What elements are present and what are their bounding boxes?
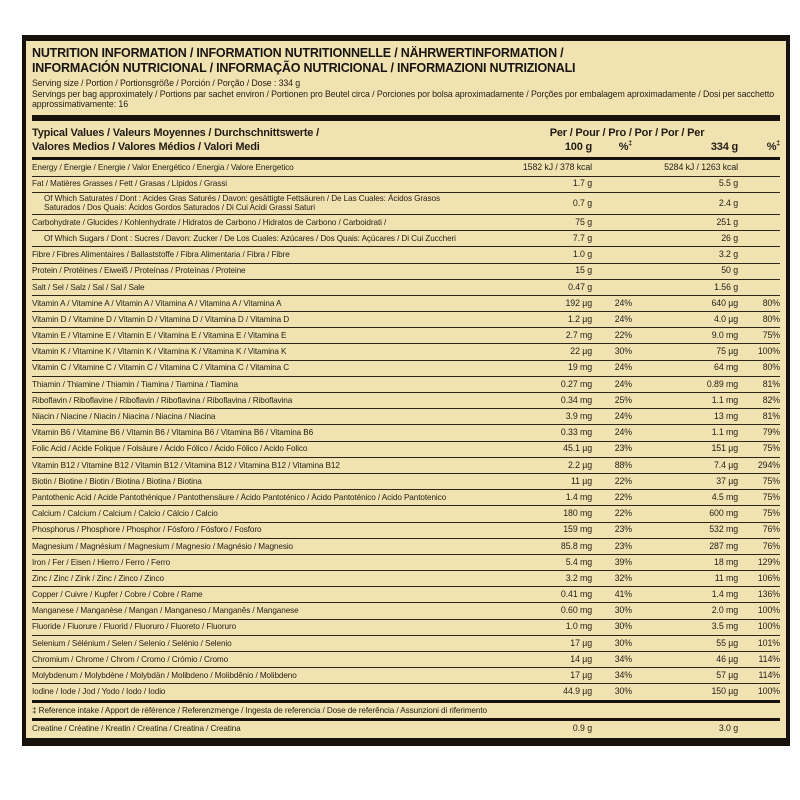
value-per-334g: 600 mg — [709, 508, 738, 519]
percent-per-100g: 88% — [614, 459, 632, 470]
value-per-100g: 22 µg — [570, 346, 592, 357]
label-title-line2: INFORMACIÓN NUTRICIONAL / INFORMAÇÃO NUTRICIONAL / INFORMAZIONI NUTRIZIONALI — [32, 61, 576, 75]
value-per-100g: 2.2 µg — [567, 459, 592, 470]
column-units-line — [474, 140, 780, 154]
percent-per-100g: 34% — [614, 670, 632, 680]
percent-per-334g: 79% — [762, 427, 780, 438]
servings-per-bag-line: Servings per bag approximately / Portions par sachet environ / Portionen pro Beutel circa / Porciones por bolsa aproximadamente / Porções por embalagem aproximadamente / Dosi per sacchetto approssimativamente: 16 — [32, 88, 775, 109]
value-per-100g: 17 µg — [570, 637, 592, 648]
row-label: Iron / Fer / Eisen / Hierro / Ferro / Ferro — [32, 557, 171, 567]
table-row — [32, 603, 780, 619]
percent-per-334g: 80% — [762, 313, 780, 324]
row-label: Calcium / Calcium / Calcium / Calcio / Cálcio / Calcio — [32, 509, 218, 519]
value-per-334g: 640 µg — [711, 297, 738, 308]
table-row — [32, 425, 780, 441]
value-per-334g: 13 mg — [714, 411, 738, 421]
value-per-100g: 17 µg — [570, 670, 592, 680]
value-per-100g: 1.0 mg — [565, 621, 592, 632]
row-label: Thiamin / Thiamine / Thiamin / Tiamina / Tiamina / Tiamina — [32, 379, 238, 389]
table-header — [32, 121, 780, 160]
percent-per-100g: 24% — [614, 427, 632, 438]
table-row — [32, 409, 780, 425]
table-row — [32, 523, 780, 539]
table-row — [32, 474, 780, 490]
row-label: Vitamin K / Vitamine K / Vitamin K / Vitamina K / Vitamina K / Vitamina K — [32, 347, 287, 357]
row-label: Chromium / Chrome / Chrom / Cromo / Crómio / Cromo — [32, 654, 229, 664]
nutrition-label-card — [22, 35, 790, 746]
percent-per-334g: 81% — [762, 378, 780, 389]
value-per-334g: 55 µg — [716, 637, 738, 648]
row-label: Fibre / Fibres Alimentaires / Ballaststoffe / Fibra Alimentaria / Fibra / Fibre — [32, 250, 290, 260]
col-header-percent-100g: %‡ — [618, 140, 632, 154]
percent-per-100g: 24% — [614, 362, 632, 373]
table-row — [32, 555, 780, 571]
typical-values-header — [32, 126, 474, 154]
percent-per-334g: 76% — [762, 540, 780, 551]
value-per-334g: 18 mg — [714, 556, 738, 567]
row-label: Riboflavin / Riboflavine / Riboflavin / Riboflavina / Riboflavina / Riboflavina — [32, 395, 293, 405]
table-row — [32, 377, 780, 393]
table-row — [32, 312, 780, 328]
table-row — [32, 668, 780, 684]
table-row — [32, 160, 780, 176]
row-label: Phosphorus / Phosphore / Phosphor / Fósforo / Fósforo / Fosforo — [32, 525, 262, 535]
percent-per-334g: 101% — [757, 637, 780, 648]
table-row — [32, 215, 780, 231]
value-per-334g: 26 g — [721, 232, 738, 243]
value-per-100g: 85.8 mg — [560, 540, 592, 551]
table-row — [32, 344, 780, 360]
table-row — [32, 571, 780, 587]
value-per-100g: 14 µg — [570, 653, 592, 664]
value-per-100g: 0.7 g — [572, 197, 592, 208]
percent-per-334g: 80% — [762, 297, 780, 308]
value-per-100g: 2.7 mg — [565, 330, 592, 341]
typical-values-line1: Typical Values / Valeurs Moyennes / Durchschnittswerte / — [32, 127, 319, 140]
per-columns-header — [474, 126, 780, 154]
row-label: Salt / Sel / Salz / Sal / Sal / Sale — [32, 282, 145, 292]
value-per-334g: 75 µg — [716, 346, 738, 357]
value-per-100g: 1.4 mg — [565, 491, 592, 502]
footnote-text: ‡ Reference intake / Apport de référence / Referenzmenge / Ingesta de referencia / Dose de referência / Assunzioni di riferimento — [32, 705, 487, 715]
row-label: Folic Acid / Acide Folique / Folsäure / Ácido Fólico / Ácido Fólico / Acido Folico — [32, 444, 308, 454]
table-row — [32, 490, 780, 506]
typical-values-line2: Valores Medios / Valores Médios / Valori Medi — [32, 141, 260, 154]
percent-per-100g: 39% — [614, 556, 632, 567]
percent-per-334g: 114% — [758, 670, 780, 680]
row-label: Vitamin B6 / Vitamine B6 / Vitamin B6 / Vitamina B6 / Vitamina B6 / Vitamina B6 — [32, 428, 314, 438]
table-row — [32, 393, 780, 409]
table-row — [32, 328, 780, 344]
value-per-100g: 1.0 g — [572, 249, 592, 260]
table-row — [32, 506, 780, 522]
row-label: Biotin / Biotine / Biotin / Biotina / Biotina / Biotina — [32, 476, 202, 486]
table-row — [32, 296, 780, 312]
row-label: Magnesium / Magnésium / Magnesium / Magnesio / Magnésio / Magnesio — [32, 541, 293, 551]
percent-per-334g: 114% — [758, 653, 780, 664]
percent-per-334g: 294% — [757, 459, 780, 470]
percent-per-334g: 82% — [762, 394, 780, 405]
col-header-334g: 334 g — [710, 141, 738, 154]
row-label: Selenium / Sélénium / Selen / Selenio / Selénio / Selenio — [32, 638, 232, 648]
row-label: Iodine / Iode / Jod / Yodo / Iodo / Iodio — [32, 687, 166, 697]
percent-per-334g: 100% — [757, 605, 780, 616]
table-row — [32, 636, 780, 652]
table-row — [32, 264, 780, 280]
value-per-100g: 180 mg — [563, 508, 592, 519]
value-per-334g: 3.0 g — [718, 722, 738, 733]
value-per-100g: 0.33 mg — [560, 427, 592, 438]
per-languages-line: Per / Pour / Pro / Por / Por / Per — [549, 127, 705, 140]
table-row — [32, 539, 780, 555]
value-per-100g: 1582 kJ / 378 kcal — [522, 162, 592, 173]
row-label: Vitamin B12 / Vitamine B12 / Vitamin B12 / Vitamina B12 / Vitamina B12 / Vitamina B12 — [32, 460, 340, 470]
percent-per-334g: 100% — [757, 621, 780, 632]
table-row — [32, 177, 780, 193]
value-per-100g: 0.47 g — [568, 281, 592, 292]
percent-per-100g: 24% — [614, 297, 632, 308]
row-label: Protein / Protéines / Eiweiß / Proteínas / Proteínas / Proteine — [32, 266, 246, 276]
value-per-334g: 1.4 mg — [711, 589, 738, 600]
value-per-334g: 1.1 mg — [711, 394, 738, 405]
percent-per-100g: 24% — [614, 378, 632, 389]
value-per-334g: 2.4 g — [718, 197, 738, 208]
row-label: Fat / Matières Grasses / Fett / Grasas / Lípidos / Grassi — [32, 179, 227, 189]
percent-per-334g: 75% — [762, 330, 780, 341]
value-per-100g: 7.7 g — [572, 232, 592, 243]
row-label: Molybdenum / Molybdène / Molybdän / Molibdeno / Molibdênio / Molibdeno — [32, 671, 297, 680]
reference-intake-footnote — [32, 703, 780, 722]
value-per-334g: 37 µg — [716, 475, 738, 486]
col-header-100g: 100 g — [564, 141, 592, 154]
value-per-100g: 1.2 µg — [567, 313, 592, 324]
value-per-100g: 15 g — [575, 265, 592, 276]
percent-per-100g: 30% — [614, 621, 632, 632]
value-per-334g: 2.0 mg — [711, 605, 738, 616]
percent-per-334g: 81% — [762, 411, 780, 421]
percent-per-334g: 100% — [757, 346, 780, 357]
value-per-100g: 0.27 mg — [560, 378, 592, 389]
value-per-100g: 75 g — [575, 216, 592, 227]
percent-per-100g: 22% — [614, 491, 632, 502]
percent-per-100g: 22% — [614, 475, 632, 486]
value-per-334g: 46 µg — [716, 653, 738, 664]
value-per-334g: 9.0 mg — [711, 330, 738, 341]
percent-per-100g: 41% — [614, 589, 632, 600]
percent-per-100g: 32% — [614, 572, 632, 583]
value-per-100g: 11 µg — [570, 475, 592, 486]
percent-per-100g: 23% — [614, 524, 632, 535]
row-label: Copper / Cuivre / Kupfer / Cobre / Cobre / Rame — [32, 590, 203, 600]
table-row — [32, 620, 780, 636]
percent-per-100g: 24% — [614, 313, 632, 324]
table-row — [32, 587, 780, 603]
value-per-100g: 0.34 mg — [560, 394, 592, 405]
row-label: Pantothenic Acid / Acide Pantothénique / Pantothensäure / Ácido Pantoténico / Ácido Pantoténico / Acido Pantotenico — [32, 492, 447, 502]
percent-per-334g: 100% — [757, 686, 780, 697]
percent-per-100g: 30% — [614, 686, 632, 697]
table-row — [32, 247, 780, 263]
row-label: Niacin / Niacine / Niacin / Niacina / Niacina / Niacina — [32, 412, 216, 421]
row-label: Vitamin E / Vitamine E / Vitamin E / Vitamina E / Vitamina E / Vitamina E — [32, 331, 287, 341]
value-per-100g: 159 mg — [563, 524, 592, 535]
table-row — [32, 193, 780, 215]
value-per-334g: 5284 kJ / 1263 kcal — [664, 162, 738, 173]
serving-size-line: Serving size / Portion / Portionsgröße / Porción / Porção / Dose : 334 g — [32, 78, 301, 88]
row-label: Carbohydrate / Glucides / Kohlenhydrate / Hidratos de Carbono / Hidratos de Carbono / Carboidrati / — [32, 217, 387, 227]
value-per-100g: 0.60 mg — [560, 605, 592, 616]
table-rows — [32, 160, 780, 702]
value-per-100g: 44.9 µg — [563, 686, 592, 697]
percent-per-334g: 76% — [762, 524, 780, 535]
value-per-100g: 19 mg — [568, 362, 592, 373]
value-per-334g: 287 mg — [709, 540, 738, 551]
percent-per-100g: 22% — [614, 330, 632, 341]
percent-per-100g: 30% — [614, 637, 632, 648]
percent-per-334g: 75% — [762, 475, 780, 486]
value-per-100g: 0.41 mg — [560, 589, 592, 600]
percent-per-100g: 25% — [614, 394, 632, 405]
row-label: Of Which Saturates / Dont : Acides Gras Saturés / Davon: gesättigte Fettsäuren / De Las Cuales: Ácidos Grasos Saturados / Dos Quais: Ácidos Gordos Saturados / Di Cui Acidi Grassi Saturi — [44, 193, 440, 213]
value-per-334g: 151 µg — [711, 443, 738, 454]
value-per-334g: 64 mg — [714, 362, 738, 373]
percent-per-100g: 30% — [614, 605, 632, 616]
row-label: Energy / Énergie / Energie / Valor Energético / Energia / Valore Energetico — [32, 163, 294, 173]
value-per-100g: 3.9 mg — [565, 411, 592, 421]
table-row — [32, 458, 780, 474]
percent-per-334g: 136% — [757, 589, 780, 600]
table-row — [32, 442, 780, 458]
value-per-334g: 4.5 mg — [711, 491, 738, 502]
value-per-334g: 0.89 mg — [706, 378, 738, 389]
percent-per-334g: 106% — [757, 572, 780, 583]
label-title-line1: NUTRITION INFORMATION / INFORMATION NUTRITIONNELLE / NÄHRWERTINFORMATION / — [32, 46, 564, 60]
value-per-100g: 0.9 g — [572, 722, 592, 733]
table-row — [32, 231, 780, 247]
value-per-334g: 50 g — [721, 265, 738, 276]
percent-per-334g: 75% — [762, 443, 780, 454]
percent-per-100g: 23% — [614, 443, 632, 454]
value-per-334g: 5.5 g — [718, 178, 738, 189]
row-label: Manganese / Manganèse / Mangan / Manganeso / Manganês / Manganese — [32, 606, 299, 616]
row-label: Creatine / Créatine / Kreatin / Creatina / Creatina / Creatina — [32, 723, 241, 733]
value-per-100g: 3.2 mg — [565, 572, 592, 583]
value-per-334g: 150 µg — [711, 686, 738, 697]
value-per-334g: 3.5 mg — [711, 621, 738, 632]
value-per-334g: 7.4 µg — [713, 459, 738, 470]
value-per-334g: 1.56 g — [714, 281, 738, 292]
table-row — [32, 652, 780, 668]
value-per-100g: 192 µg — [565, 297, 592, 308]
percent-per-334g: 75% — [762, 508, 780, 519]
value-per-100g: 5.4 mg — [565, 556, 592, 567]
value-per-334g: 57 µg — [716, 670, 738, 680]
percent-per-100g: 23% — [614, 540, 632, 551]
percent-per-334g: 75% — [762, 491, 780, 502]
percent-per-100g: 30% — [614, 346, 632, 357]
percent-per-100g: 22% — [614, 508, 632, 519]
percent-per-334g: 80% — [762, 362, 780, 373]
col-header-percent-334g: %‡ — [766, 140, 780, 154]
row-label: Vitamin C / Vitamine C / Vitamin C / Vitamina C / Vitamina C / Vitamina C — [32, 363, 290, 373]
value-per-334g: 251 g — [716, 216, 738, 227]
value-per-100g: 45.1 µg — [563, 443, 592, 454]
value-per-100g: 1.7 g — [572, 178, 592, 189]
value-per-334g: 11 mg — [714, 572, 738, 583]
percent-per-334g: 129% — [757, 556, 780, 567]
percent-per-100g: 34% — [614, 653, 632, 664]
row-label: Vitamin D / Vitamine D / Vitamin D / Vitamina D / Vitamina D / Vitamina D — [32, 314, 290, 324]
table-row — [32, 361, 780, 377]
row-label: Fluoride / Fluorure / Fluorid / Fluoruro / Fluoreto / Fluoruro — [32, 622, 237, 632]
value-per-334g: 3.2 g — [718, 249, 738, 260]
row-label: Of Which Sugars / Dont : Sucres / Davon: Zucker / De Los Cuales: Azúcares / Dos Quais: Açúcares / Di Cui Zuccheri — [44, 233, 456, 243]
row-label: Zinc / Zinc / Zink / Zinc / Zinco / Zinco — [32, 573, 164, 583]
value-per-334g: 4.0 µg — [713, 313, 738, 324]
row-label: Vitamin A / Vitamine A / Vitamin A / Vitamina A / Vitamina A / Vitamina A — [32, 298, 282, 308]
table-row — [32, 280, 780, 296]
value-per-334g: 1.1 mg — [711, 427, 738, 438]
creatine-row — [32, 721, 780, 736]
value-per-334g: 532 mg — [709, 524, 738, 535]
percent-per-100g: 24% — [614, 411, 632, 421]
table-row — [32, 684, 780, 702]
